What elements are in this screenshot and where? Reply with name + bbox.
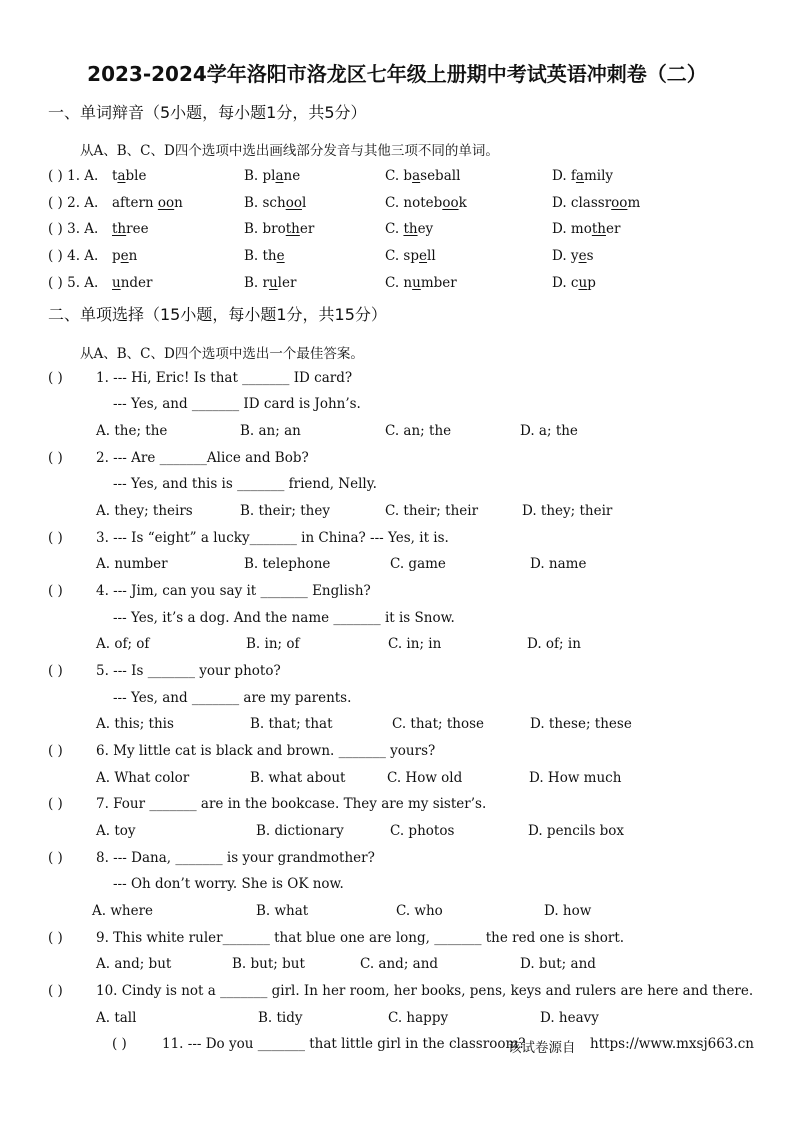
option-a[interactable] [112, 221, 149, 237]
option-d[interactable] [552, 195, 640, 211]
word-part: D. mo [552, 221, 592, 237]
question-number[interactable]: ( ) 5. A. [48, 275, 99, 291]
option-d[interactable]: D. heavy [540, 1010, 599, 1026]
question-stem: 1. --- Hi, Eric! Is that _______ ID card? [96, 370, 353, 386]
option-c[interactable] [385, 168, 460, 184]
page-title: 2023-2024学年洛阳市洛龙区七年级上册期中考试英语冲刺卷（二） [87, 62, 707, 86]
question-row [0, 850, 794, 870]
option-b[interactable] [244, 275, 296, 291]
word-part: seball [420, 168, 461, 184]
source-note: 该试卷源自 [508, 1040, 576, 1056]
option-c[interactable]: C. an; the [385, 423, 452, 439]
word-part: er [299, 221, 315, 237]
word-part: s [586, 248, 594, 264]
question-row [0, 983, 794, 1003]
question-line-2: --- Yes, and this is _______ friend, Nelly. [113, 476, 377, 492]
option-a[interactable] [112, 168, 146, 184]
word-part: B. r [244, 275, 269, 291]
option-b[interactable] [244, 195, 306, 211]
question-number[interactable]: ( ) 4. A. [48, 248, 99, 264]
question-row [0, 663, 794, 683]
section-1-instruction: 从A、B、C、D四个选项中选出画线部分发音与其他三项不同的单词。 [80, 143, 499, 159]
option-c[interactable] [385, 275, 457, 291]
word-part: ll [427, 248, 436, 264]
question-row [0, 370, 794, 390]
question-row [0, 450, 794, 470]
question-row-continued [0, 876, 794, 896]
word-part: n [174, 195, 183, 211]
question-row [0, 743, 794, 763]
option-a[interactable]: A. tall [96, 1010, 137, 1026]
word-part: D. classr [552, 195, 612, 211]
option-a[interactable]: A. this; this [96, 716, 174, 732]
options-row [0, 423, 794, 443]
option-d[interactable] [552, 168, 613, 184]
option-a[interactable]: A. where [92, 903, 154, 919]
question-line-2: --- Yes, and _______ are my parents. [113, 690, 352, 706]
word-part: p [587, 275, 596, 291]
option-d[interactable] [552, 221, 620, 237]
underlined-letters: a [275, 168, 284, 184]
options-row [0, 770, 794, 790]
option-d[interactable]: D. these; these [530, 716, 632, 732]
option-a[interactable]: A. of; of [96, 636, 150, 652]
word-part: ble [125, 168, 147, 184]
option-b[interactable]: B. what about [250, 770, 346, 786]
options-row [0, 903, 794, 923]
word-part: mber [420, 275, 457, 291]
option-d[interactable]: D. a; the [520, 423, 578, 439]
word-part: m [627, 195, 641, 211]
question-stem: 11. --- Do you _______ that little girl in the classroom? [162, 1036, 526, 1052]
word-part: p [112, 248, 121, 264]
word-part: B. bro [244, 221, 286, 237]
options-row [0, 716, 794, 736]
word-part: n [128, 248, 138, 264]
option-d[interactable]: D. they; their [522, 503, 613, 519]
section-1-heading: 一、单词辩音（5小题，每小题1分，共5分） [48, 103, 367, 122]
word-part: er [605, 221, 621, 237]
option-b[interactable]: B. in; of [246, 636, 300, 652]
option-d[interactable]: D. How much [529, 770, 622, 786]
option-a[interactable] [112, 275, 152, 291]
question-stem: 10. Cindy is not a _______ girl. In her room, her books, pens, keys and rulers are here and there. [96, 983, 754, 999]
option-d[interactable]: D. name [530, 556, 587, 572]
question-stem: 6. My little cat is black and brown. _______ yours? [96, 743, 436, 759]
phonics-question-row [0, 248, 794, 268]
underlined-letters: oo [442, 195, 459, 211]
question-row-continued [0, 476, 794, 496]
option-d[interactable]: D. of; in [527, 636, 581, 652]
underlined-letters: e [276, 248, 285, 264]
option-d[interactable] [552, 275, 596, 291]
word-part: B. sch [244, 195, 286, 211]
phonics-question-row [0, 221, 794, 241]
option-b[interactable]: B. tidy [258, 1010, 303, 1026]
word-part: ey [417, 221, 434, 237]
section-2-heading: 二、单项选择（15小题，每小题1分，共15分） [48, 305, 387, 324]
option-c[interactable]: C. game [390, 556, 446, 572]
answer-blank[interactable]: ( ) [112, 1036, 127, 1052]
answer-blank[interactable]: ( ) [48, 850, 63, 866]
underlined-letters: th [591, 221, 606, 237]
option-a[interactable]: A. toy [96, 823, 136, 839]
word-part: l [301, 195, 307, 211]
question-stem: 2. --- Are _______Alice and Bob? [96, 450, 309, 466]
option-b[interactable]: B. dictionary [256, 823, 344, 839]
option-c[interactable] [385, 195, 467, 211]
option-b[interactable]: B. but; but [232, 956, 305, 972]
option-a[interactable]: A. the; the [96, 423, 168, 439]
answer-blank[interactable]: ( ) [48, 796, 63, 812]
underlined-letters: th [403, 221, 418, 237]
underlined-letters: e [578, 248, 587, 264]
question-line-2: --- Oh don’t worry. She is OK now. [113, 876, 344, 892]
question-stem: 3. --- Is “eight” a lucky_______ in China? --- Yes, it is. [96, 530, 449, 546]
question-line-2: --- Yes, it’s a dog. And the name _______ it is Snow. [113, 610, 455, 626]
question-stem: 5. --- Is _______ your photo? [96, 663, 281, 679]
question-stem: 9. This white ruler_______ that blue one are long, _______ the red one is short. [96, 930, 625, 946]
option-c[interactable]: C. photos [390, 823, 455, 839]
question-line-2: --- Yes, and _______ ID card is John’s. [113, 396, 361, 412]
option-d[interactable]: D. how [544, 903, 592, 919]
answer-blank[interactable]: ( ) [48, 743, 63, 759]
underlined-letters: th [285, 221, 300, 237]
underlined-letters: e [419, 248, 428, 264]
answer-blank[interactable]: ( ) [48, 530, 63, 546]
word-part: ne [283, 168, 301, 184]
underlined-letters: th [112, 221, 127, 237]
option-a[interactable]: A. and; but [96, 956, 172, 972]
underlined-letters: u [412, 275, 421, 291]
underlined-letters: oo [157, 195, 175, 211]
underlined-letters: a [117, 168, 126, 184]
word-part: D. y [552, 248, 579, 264]
underlined-letters: oo [285, 195, 302, 211]
option-a[interactable] [112, 195, 183, 211]
option-c[interactable]: C. who [396, 903, 443, 919]
word-part: C. n [385, 275, 413, 291]
question-number[interactable]: ( ) 3. A. [48, 221, 99, 237]
underlined-letters: oo [611, 195, 628, 211]
word-part: C. b [385, 168, 413, 184]
underlined-letters: a [412, 168, 421, 184]
question-row-continued [0, 610, 794, 630]
underlined-letters: u [112, 275, 121, 291]
question-row [0, 930, 794, 950]
section-2-instruction: 从A、B、C、D四个选项中选出一个最佳答案。 [80, 346, 364, 362]
answer-blank[interactable]: ( ) [48, 583, 63, 599]
option-a[interactable]: A. What color [96, 770, 190, 786]
word-part: aftern [112, 195, 158, 211]
underlined-letters: u [268, 275, 278, 291]
question-row [0, 1036, 794, 1056]
option-c[interactable] [385, 248, 436, 264]
question-number[interactable]: ( ) 1. A. [48, 168, 99, 184]
option-b[interactable] [244, 248, 285, 264]
question-row [0, 583, 794, 603]
option-c[interactable]: C. and; and [360, 956, 439, 972]
word-part: t [112, 168, 118, 184]
option-c[interactable]: C. happy [388, 1010, 449, 1026]
option-a[interactable] [112, 248, 137, 264]
option-c[interactable]: C. that; those [392, 716, 485, 732]
phonics-question-row [0, 195, 794, 215]
options-row [0, 1010, 794, 1030]
option-b[interactable] [244, 221, 314, 237]
option-d[interactable]: D. but; and [520, 956, 596, 972]
options-row [0, 556, 794, 576]
answer-blank[interactable]: ( ) [48, 450, 63, 466]
question-stem: 4. --- Jim, can you say it _______ English? [96, 583, 371, 599]
underlined-letters: a [575, 168, 584, 184]
phonics-question-row [0, 275, 794, 295]
option-c[interactable]: C. How old [387, 770, 463, 786]
options-row [0, 956, 794, 976]
word-part: k [458, 195, 467, 211]
options-row [0, 503, 794, 523]
option-b[interactable]: B. an; an [240, 423, 301, 439]
answer-blank[interactable]: ( ) [48, 370, 63, 386]
option-a[interactable]: A. number [96, 556, 168, 572]
underlined-letters: u [578, 275, 588, 291]
option-b[interactable]: B. that; that [250, 716, 333, 732]
answer-blank[interactable]: ( ) [48, 983, 63, 999]
option-d[interactable] [552, 248, 594, 264]
source-url[interactable]: https://www.mxsj663.cn [590, 1036, 754, 1052]
option-b[interactable] [244, 168, 300, 184]
word-part: D. c [552, 275, 579, 291]
options-row [0, 636, 794, 656]
phonics-question-row [0, 168, 794, 188]
word-part: B. th [244, 248, 277, 264]
word-part: C. sp [385, 248, 420, 264]
word-part: mily [583, 168, 614, 184]
option-c[interactable]: C. in; in [388, 636, 442, 652]
option-a[interactable]: A. they; theirs [96, 503, 193, 519]
word-part: B. pl [244, 168, 276, 184]
question-row-continued [0, 690, 794, 710]
question-row [0, 530, 794, 550]
question-row-continued [0, 396, 794, 416]
underlined-letters: e [120, 248, 129, 264]
answer-blank[interactable]: ( ) [48, 930, 63, 946]
option-b[interactable]: B. telephone [244, 556, 331, 572]
word-part: C. noteb [385, 195, 443, 211]
question-stem: 8. --- Dana, _______ is your grandmother? [96, 850, 375, 866]
option-b[interactable]: B. what [256, 903, 309, 919]
word-part: ler [277, 275, 297, 291]
word-part: D. f [552, 168, 576, 184]
option-b[interactable]: B. their; they [240, 503, 330, 519]
question-number[interactable]: ( ) 2. A. [48, 195, 99, 211]
answer-blank[interactable]: ( ) [48, 663, 63, 679]
word-part: ree [126, 221, 149, 237]
option-c[interactable] [385, 221, 433, 237]
question-stem: 7. Four _______ are in the bookcase. They are my sister’s. [96, 796, 487, 812]
option-c[interactable]: C. their; their [385, 503, 479, 519]
options-row [0, 823, 794, 843]
word-part: nder [120, 275, 153, 291]
option-d[interactable]: D. pencils box [528, 823, 625, 839]
word-part: C. [385, 221, 404, 237]
question-row [0, 796, 794, 816]
